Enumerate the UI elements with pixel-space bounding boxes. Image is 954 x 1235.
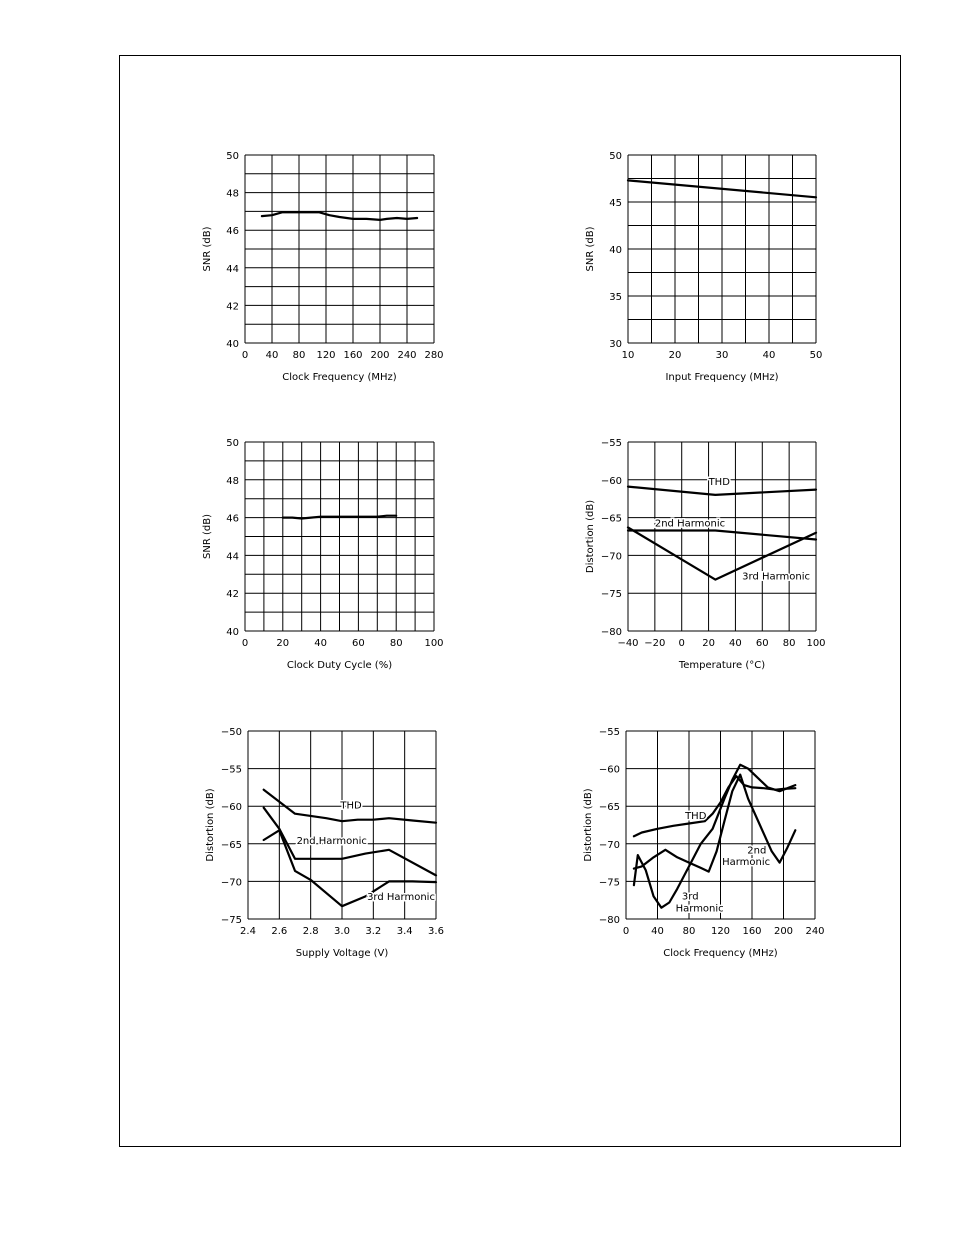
y-tick-label: 44	[226, 551, 239, 563]
y-tick-label: 50	[609, 151, 622, 162]
y-tick-label: −60	[598, 764, 620, 776]
chart-svg	[568, 145, 830, 393]
x-tick-label: 40	[729, 638, 742, 649]
y-tick-label: −65	[220, 839, 242, 851]
x-axis-label: Clock Frequency (MHz)	[663, 948, 778, 959]
x-tick-label: 3.4	[396, 926, 413, 937]
y-tick-label: −60	[600, 475, 622, 487]
series-annotation-label: 3rd Harmonic	[367, 892, 435, 904]
chart-svg	[568, 432, 830, 681]
y-tick-label: −80	[600, 627, 622, 638]
series-annotation-label: 2nd Harmonic	[654, 518, 726, 530]
x-tick-label: 100	[424, 638, 444, 649]
y-tick-label: 40	[226, 339, 239, 350]
x-tick-label: 50	[809, 350, 823, 361]
x-tick-label: 0	[678, 638, 685, 649]
series-annotation-label: 3rd	[681, 891, 699, 903]
series-annotation-label: THD	[340, 800, 362, 812]
series-annotation-label: THD	[708, 477, 730, 489]
x-axis-label: Clock Duty Cycle (%)	[286, 660, 393, 671]
series-line-2nd-harmonic	[628, 531, 816, 540]
y-tick-label: 44	[226, 263, 239, 275]
y-tick-label: 35	[609, 292, 622, 303]
chart-distortion-vs-supply-voltage	[188, 721, 450, 969]
y-tick-label: −75	[600, 589, 622, 601]
chart-snr-vs-input-frequency	[568, 145, 830, 393]
chart-svg	[566, 721, 829, 969]
y-tick-label: −70	[220, 877, 242, 889]
y-tick-label: 40	[609, 245, 622, 256]
y-axis-label: SNR (dB)	[585, 226, 596, 272]
x-tick-label: 20	[702, 638, 715, 649]
x-tick-label: 0	[241, 638, 249, 649]
x-tick-label: 10	[621, 350, 635, 361]
x-tick-label: −20	[644, 638, 666, 649]
x-tick-label: 2.4	[240, 926, 256, 937]
x-tick-label: 160	[343, 350, 363, 361]
plot-grid	[245, 442, 434, 631]
x-tick-label: 40	[265, 350, 279, 361]
chart-snr-vs-clock-duty-cycle	[185, 432, 448, 681]
x-tick-label: 60	[755, 638, 769, 649]
x-axis-label: Supply Voltage (V)	[295, 948, 389, 959]
x-tick-label: 160	[742, 926, 762, 937]
x-tick-label: 120	[710, 926, 731, 937]
y-tick-label: −75	[598, 877, 620, 889]
series-annotation-label: 2nd Harmonic	[296, 835, 367, 847]
y-tick-label: 50	[226, 438, 239, 449]
x-tick-label: 0	[241, 350, 249, 361]
series-line	[262, 212, 417, 220]
y-tick-label: 40	[226, 627, 239, 638]
series-annotation-label: Harmonic	[722, 856, 771, 868]
chart-distortion-vs-clock-frequency	[566, 721, 829, 969]
x-tick-label: 280	[424, 350, 444, 361]
y-tick-label: 42	[226, 589, 239, 601]
y-axis-label: Distortion (dB)	[585, 499, 596, 574]
chart-distortion-vs-temperature	[568, 432, 830, 681]
y-tick-label: −65	[598, 802, 620, 814]
x-tick-label: 60	[352, 638, 365, 649]
x-tick-label: 40	[651, 926, 664, 937]
y-axis-label: SNR (dB)	[202, 226, 213, 272]
series-annotation-label: Harmonic	[675, 903, 724, 915]
y-tick-label: 48	[226, 188, 239, 200]
x-tick-label: 200	[773, 926, 794, 937]
y-tick-label: 46	[226, 226, 239, 238]
y-tick-label: −75	[220, 915, 242, 926]
y-tick-label: −70	[600, 551, 622, 563]
plot-grid	[245, 155, 434, 343]
x-tick-label: 3.6	[428, 926, 444, 937]
series-annotation-label: 2nd	[747, 845, 767, 857]
x-tick-label: 20	[276, 638, 290, 649]
x-tick-label: −40	[617, 638, 639, 649]
x-tick-label: 200	[370, 350, 390, 361]
x-tick-label: 30	[715, 350, 729, 361]
x-tick-label: 40	[314, 638, 327, 649]
x-tick-label: 3.2	[365, 926, 382, 937]
x-tick-label: 80	[682, 926, 696, 937]
y-tick-label: −55	[600, 438, 622, 449]
y-axis-label: SNR (dB)	[202, 514, 213, 559]
y-tick-label: −55	[598, 727, 620, 738]
chart-svg	[185, 432, 448, 681]
x-tick-label: 80	[389, 638, 403, 649]
y-tick-label: −50	[220, 727, 242, 738]
plot-grid	[626, 731, 815, 919]
series-annotation-label: 3rd Harmonic	[742, 571, 811, 583]
y-tick-label: 42	[226, 301, 239, 313]
x-tick-label: 2.8	[302, 926, 319, 937]
x-tick-label: 20	[668, 350, 682, 361]
y-tick-label: 50	[226, 151, 239, 162]
x-tick-label: 0	[622, 926, 630, 937]
x-tick-label: 120	[316, 350, 336, 361]
y-axis-label: Distortion (dB)	[205, 788, 216, 862]
x-tick-label: 100	[806, 638, 826, 649]
y-tick-label: −55	[220, 764, 242, 776]
y-tick-label: −80	[598, 915, 620, 926]
y-tick-label: 30	[609, 339, 622, 350]
x-tick-label: 40	[762, 350, 776, 361]
y-axis-label: Distortion (dB)	[583, 788, 594, 862]
x-tick-label: 3.0	[334, 926, 350, 937]
x-axis-label: Input Frequency (MHz)	[665, 372, 779, 383]
y-tick-label: −70	[598, 839, 620, 851]
x-axis-label: Temperature (°C)	[678, 660, 766, 671]
x-axis-label: Clock Frequency (MHz)	[282, 372, 397, 383]
chart-snr-vs-clock-frequency	[185, 145, 448, 393]
series-annotation-label: THD	[685, 810, 707, 822]
x-tick-label: 80	[782, 638, 796, 649]
y-tick-label: 45	[609, 198, 622, 209]
y-tick-label: −60	[220, 802, 242, 814]
x-tick-label: 80	[292, 350, 306, 361]
x-tick-label: 240	[397, 350, 417, 361]
y-tick-label: 46	[226, 513, 239, 525]
x-tick-label: 240	[805, 926, 825, 937]
y-tick-label: 48	[226, 475, 239, 487]
y-tick-label: −65	[600, 513, 622, 525]
x-tick-label: 2.6	[271, 926, 288, 937]
chart-svg	[185, 145, 448, 393]
series-line-3rd-harmonic	[634, 765, 795, 908]
chart-svg	[188, 721, 450, 969]
